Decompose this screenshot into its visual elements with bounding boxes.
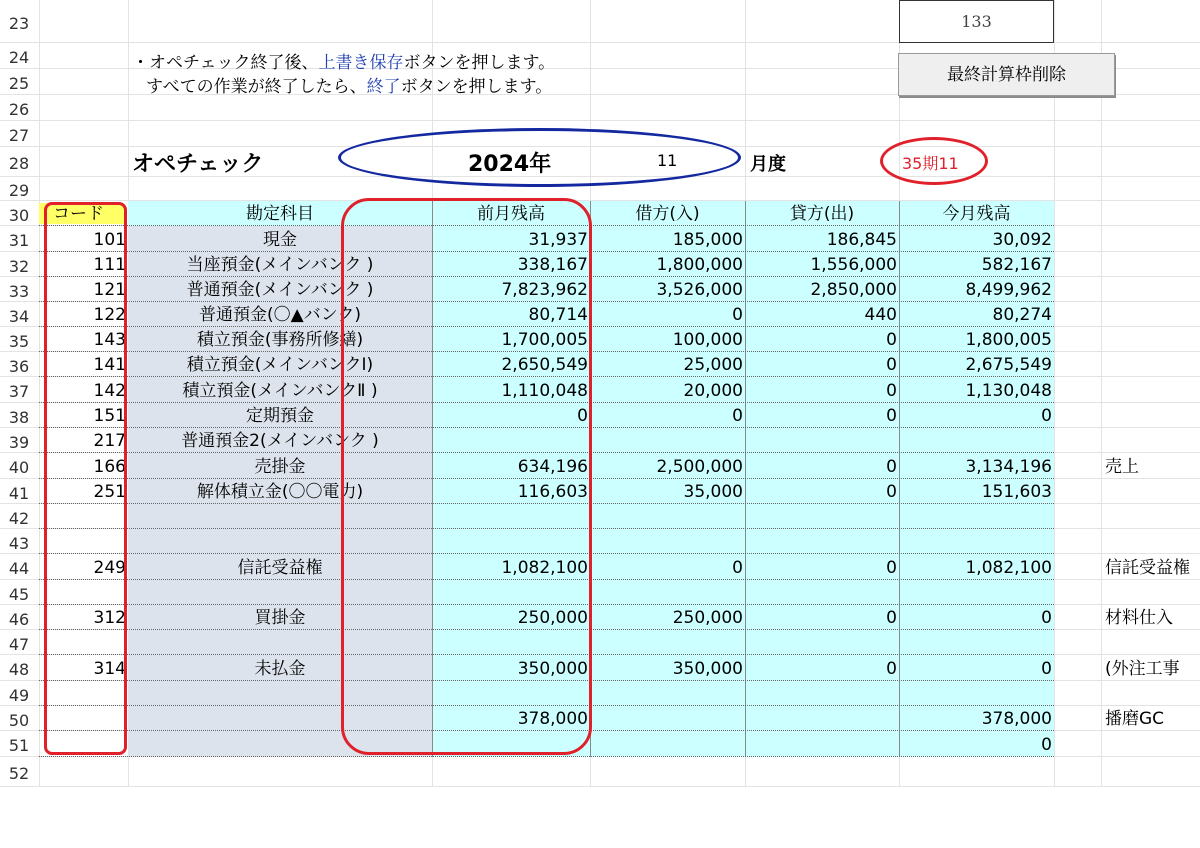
prev-balance-cell[interactable]: 2,650,549 (501, 355, 588, 375)
prev-balance-cell[interactable]: 1,082,100 (501, 558, 588, 578)
instruction-1-suffix: ボタンを押します。 (403, 53, 556, 73)
debit-cell[interactable]: 20,000 (683, 381, 743, 401)
delete-final-calc-button[interactable]: 最終計算枠削除 (898, 53, 1115, 96)
column-header[interactable]: 今月残高 (942, 204, 1011, 224)
row-number[interactable]: 31 (8, 231, 30, 250)
row-number[interactable]: 34 (8, 307, 30, 326)
current-balance-cell[interactable]: 1,800,005 (965, 330, 1052, 350)
credit-cell[interactable]: 0 (886, 608, 897, 628)
column-gridline (1054, 0, 1055, 787)
code-cell[interactable]: 217 (93, 431, 126, 451)
column-header[interactable]: 借方(入) (635, 204, 700, 224)
account-cell[interactable]: 普通預金(〇▲バンク) (199, 305, 361, 325)
current-balance-cell[interactable]: 151,603 (981, 482, 1052, 502)
year-month-annotation-ellipse (338, 128, 741, 187)
current-balance-cell[interactable] (899, 681, 1054, 706)
current-balance-cell[interactable]: 1,082,100 (965, 558, 1052, 578)
credit-cell[interactable]: 440 (864, 305, 897, 325)
account-cell[interactable]: 解体積立金(〇〇電力) (196, 482, 364, 502)
current-balance-cell[interactable]: 80,274 (992, 305, 1052, 325)
code-cell[interactable]: 314 (93, 659, 126, 679)
row-number[interactable]: 44 (8, 559, 30, 578)
instruction-line-1 (132, 48, 555, 73)
current-balance-cell[interactable]: 0 (1041, 608, 1052, 628)
row-number[interactable]: 46 (8, 610, 30, 629)
credit-cell[interactable]: 0 (886, 558, 897, 578)
row-number[interactable]: 38 (8, 408, 30, 427)
debit-cell[interactable] (590, 529, 745, 554)
prev-balance-cell[interactable]: 31,937 (528, 230, 588, 250)
debit-cell[interactable]: 0 (732, 406, 743, 426)
row-number[interactable]: 23 (8, 14, 30, 33)
period-label: 35期11 (902, 154, 959, 173)
account-cell[interactable]: 普通預金(メインバンク ) (186, 280, 374, 300)
current-balance-cell[interactable] (899, 580, 1054, 605)
row-gridline (0, 786, 1200, 787)
row-number[interactable]: 42 (8, 509, 30, 528)
code-cell[interactable]: 249 (93, 558, 126, 578)
debit-cell[interactable]: 185,000 (672, 230, 743, 250)
prev-balance-cell[interactable]: 378,000 (517, 709, 588, 729)
credit-cell[interactable]: 1,556,000 (810, 255, 897, 275)
prev-balance-cell[interactable]: 80,714 (528, 305, 588, 325)
account-cell[interactable]: 積立預金(事務所修繕) (196, 330, 364, 350)
row-number[interactable]: 26 (8, 100, 30, 119)
current-balance-cell[interactable]: 8,499,962 (965, 280, 1052, 300)
debit-cell[interactable]: 0 (732, 558, 743, 578)
current-balance-cell[interactable]: 0 (1041, 735, 1052, 755)
prev-balance-cell[interactable]: 1,110,048 (501, 381, 588, 401)
credit-cell[interactable] (745, 706, 899, 731)
current-balance-cell[interactable]: 0 (1041, 659, 1052, 679)
row-number[interactable]: 37 (8, 382, 30, 401)
debit-cell[interactable] (590, 630, 745, 655)
debit-cell[interactable] (590, 731, 745, 757)
code-cell[interactable]: 141 (93, 355, 126, 375)
column-header[interactable]: 貸方(出) (789, 204, 855, 224)
row-number[interactable]: 50 (8, 711, 30, 730)
top-value-cell[interactable]: 133 (899, 0, 1054, 43)
prev-balance-cell[interactable]: 250,000 (517, 608, 588, 628)
page-title: オペチェック (132, 152, 264, 177)
code-cell[interactable]: 142 (93, 381, 126, 401)
current-balance-cell[interactable]: 3,134,196 (965, 457, 1052, 477)
debit-cell[interactable] (590, 428, 745, 453)
credit-cell[interactable]: 0 (886, 330, 897, 350)
code-cell[interactable]: 143 (93, 330, 126, 350)
debit-cell[interactable]: 2,500,000 (656, 457, 743, 477)
side-note-cell[interactable]: 播磨GC (1105, 709, 1165, 729)
month-suffix-label: 月度 (750, 154, 786, 175)
credit-cell[interactable]: 0 (886, 355, 897, 375)
credit-cell[interactable] (745, 428, 899, 453)
row-number[interactable]: 48 (8, 660, 30, 679)
current-balance-cell[interactable]: 30,092 (992, 230, 1052, 250)
prev-balance-cell[interactable]: 634,196 (517, 457, 588, 477)
credit-cell[interactable]: 0 (886, 457, 897, 477)
row-number[interactable]: 36 (8, 357, 30, 376)
credit-cell[interactable] (745, 681, 899, 706)
column-header[interactable]: 前月残高 (477, 204, 545, 224)
debit-cell[interactable] (590, 681, 745, 706)
current-balance-cell[interactable]: 582,167 (981, 255, 1052, 275)
debit-cell[interactable]: 35,000 (683, 482, 743, 502)
row-number[interactable]: 24 (8, 48, 30, 67)
prev-balance-cell[interactable]: 338,167 (517, 255, 588, 275)
account-cell[interactable]: 当座預金(メインバンク ) (186, 255, 374, 275)
prev-balance-cell[interactable]: 116,603 (517, 482, 588, 502)
instruction-line-2 (146, 72, 552, 97)
row-number[interactable]: 28 (8, 154, 30, 173)
account-cell[interactable]: 定期預金 (246, 406, 314, 426)
debit-cell[interactable]: 350,000 (672, 659, 743, 679)
month-value[interactable]: 11 (657, 151, 678, 170)
credit-cell[interactable]: 186,845 (826, 230, 897, 250)
code-cell[interactable]: 121 (93, 280, 126, 300)
row-number[interactable]: 45 (8, 585, 30, 604)
debit-cell[interactable]: 1,800,000 (656, 255, 743, 275)
instruction-1-highlight: 上書き保存 (318, 53, 404, 73)
account-cell[interactable]: 買掛金 (254, 608, 306, 628)
debit-cell[interactable] (590, 504, 745, 529)
row-number[interactable]: 49 (8, 686, 30, 705)
code-cell[interactable]: 151 (93, 406, 126, 426)
current-balance-cell[interactable]: 378,000 (981, 709, 1052, 729)
credit-cell[interactable]: 0 (886, 406, 897, 426)
current-balance-cell[interactable] (899, 529, 1054, 554)
row-number[interactable]: 51 (8, 736, 30, 755)
row-number[interactable]: 25 (8, 74, 30, 93)
prev-balance-cell[interactable]: 1,700,005 (501, 330, 588, 350)
account-cell[interactable]: 普通預金2(メインバンク ) (181, 431, 379, 451)
current-balance-cell[interactable]: 0 (1041, 406, 1052, 426)
row-number[interactable]: 40 (8, 458, 30, 477)
row-number[interactable]: 35 (8, 332, 30, 351)
row-number[interactable]: 41 (8, 484, 30, 503)
row-number[interactable]: 52 (8, 764, 30, 783)
current-balance-cell[interactable] (899, 630, 1054, 655)
code-cell[interactable]: 122 (93, 305, 126, 325)
instruction-2-prefix: すべての作業が終了したら、 (146, 77, 367, 97)
period-annotation-ellipse (880, 137, 988, 185)
row-number[interactable]: 30 (8, 206, 30, 225)
credit-cell[interactable] (745, 529, 899, 554)
account-cell[interactable]: 積立預金(メインバンクⅠ) (186, 355, 374, 375)
code-column-annotation (44, 202, 127, 755)
side-note-cell[interactable]: (外注工事 (1105, 659, 1180, 679)
debit-cell[interactable]: 3,526,000 (656, 280, 743, 300)
current-balance-cell[interactable]: 1,130,048 (965, 381, 1052, 401)
current-balance-cell[interactable]: 2,675,549 (965, 355, 1052, 375)
row-gridline (0, 120, 1200, 121)
column-header[interactable]: コード (53, 204, 104, 224)
code-cell[interactable]: 312 (93, 608, 126, 628)
credit-cell[interactable]: 0 (886, 659, 897, 679)
account-cell[interactable]: 売掛金 (254, 457, 306, 477)
account-cell[interactable]: 現金 (263, 230, 297, 250)
debit-cell[interactable]: 25,000 (683, 355, 743, 375)
code-cell[interactable]: 111 (93, 255, 126, 275)
row-number[interactable]: 29 (8, 181, 30, 200)
debit-cell[interactable] (590, 580, 745, 605)
row-number[interactable]: 27 (8, 126, 30, 145)
prev-balance-cell[interactable]: 0 (577, 406, 588, 426)
credit-cell[interactable] (745, 630, 899, 655)
credit-cell[interactable]: 2,850,000 (810, 280, 897, 300)
row-number[interactable]: 47 (8, 635, 30, 654)
year-label: 2024年 (468, 152, 552, 177)
debit-cell[interactable]: 0 (732, 305, 743, 325)
credit-cell[interactable] (745, 504, 899, 529)
credit-cell[interactable]: 0 (886, 482, 897, 502)
code-cell[interactable]: 101 (93, 230, 126, 250)
prev-balance-cell[interactable]: 350,000 (517, 659, 588, 679)
side-note-cell[interactable]: 材料仕入 (1105, 608, 1173, 628)
current-balance-cell[interactable] (899, 504, 1054, 529)
side-note-cell[interactable]: 売上 (1105, 457, 1139, 477)
credit-cell[interactable] (745, 731, 899, 757)
current-balance-cell[interactable] (899, 428, 1054, 453)
instruction-2-suffix: ボタンを押します。 (400, 77, 553, 97)
side-note-cell[interactable]: 信託受益権 (1105, 558, 1190, 578)
debit-cell[interactable]: 250,000 (672, 608, 743, 628)
row-number[interactable]: 32 (8, 257, 30, 276)
column-gridline (1101, 0, 1102, 787)
instruction-1-prefix: ・オペチェック終了後、 (132, 53, 319, 73)
account-cell[interactable]: 信託受益権 (237, 558, 323, 578)
debit-cell[interactable]: 100,000 (672, 330, 743, 350)
prev-balance-cell[interactable]: 7,823,962 (501, 280, 588, 300)
account-cell[interactable]: 未払金 (254, 659, 306, 679)
column-header[interactable]: 勘定科目 (246, 204, 314, 224)
credit-cell[interactable] (745, 580, 899, 605)
prev-balance-annotation (341, 198, 592, 755)
code-cell[interactable]: 251 (93, 482, 126, 502)
row-number[interactable]: 33 (8, 282, 30, 301)
instruction-2-highlight: 終了 (366, 77, 401, 97)
account-cell[interactable]: 積立預金(メインバンクⅡ ) (182, 381, 378, 401)
row-number[interactable]: 43 (8, 534, 30, 553)
code-cell[interactable]: 166 (93, 457, 126, 477)
debit-cell[interactable] (590, 706, 745, 731)
credit-cell[interactable]: 0 (886, 381, 897, 401)
row-number[interactable]: 39 (8, 433, 30, 452)
